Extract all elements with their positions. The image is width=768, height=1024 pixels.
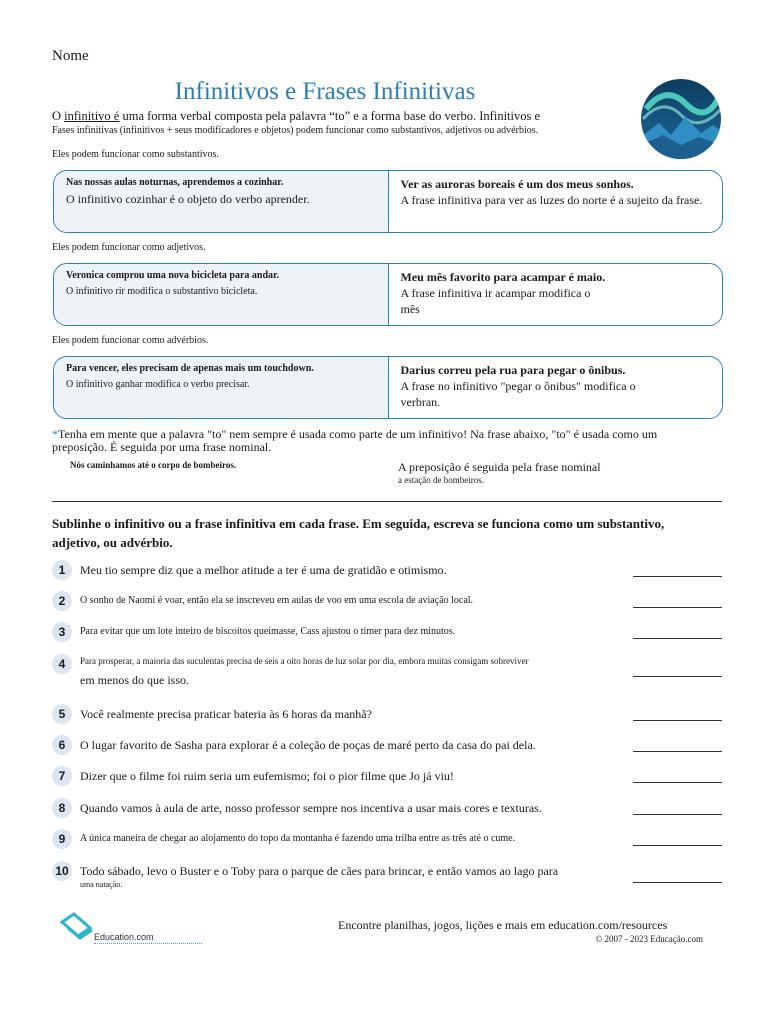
section-label-nouns: Eles podem funcionar como substantivos.: [52, 149, 219, 160]
question-item: [52, 735, 722, 763]
question-text-continued: em menos do que isso.: [80, 673, 189, 687]
answer-line[interactable]: [633, 814, 722, 815]
question-number: 4: [52, 654, 72, 674]
question-item: [52, 829, 722, 857]
intro-text: O: [52, 109, 65, 123]
example-explanation: O infinitivo rir modifica o substantivo bicicleta.: [66, 286, 258, 297]
answer-line[interactable]: [633, 751, 722, 752]
question-text: Você realmente precisa praticar bateria às 6 horas da manhã?: [80, 707, 372, 721]
example-explanation: O infinitivo ganhar modifica o verbo precisar.: [66, 379, 250, 390]
instructions: Sublinhe o infinitivo ou a frase infinitiva em cada frase. Em seguida, escreva se funciona como um substantivo, adjetivo, ou advérbio.: [52, 516, 665, 550]
question-number: 2: [52, 591, 72, 611]
example-explanation: A frase no infinitivo "pegar o ônibus" modifica o verbran.: [400, 379, 636, 409]
question-text: Para prosperar, a maioria das suculentas precisa de seis a oito horas de luz solar por dia, embora muitas consigam sobreviver: [80, 656, 529, 666]
example-right: [389, 357, 723, 418]
example-right: [389, 264, 723, 325]
page-title: Infinitivos e Frases Infinitivas: [174, 78, 476, 105]
note-line-1: Tenha em mente que a palavra "to" nem sempre é usada como parte de um infinitivo! Na frase abaixo, "to" é usada como um: [58, 427, 658, 441]
question-text: O sonho de Naomi é voar, então ela se inscreveu em aulas de voo em uma escola de aviação local.: [80, 595, 474, 606]
question-number: 9: [52, 829, 72, 849]
intro-line-1: [52, 109, 540, 124]
answer-line[interactable]: [633, 576, 722, 577]
note-example-explanation-2: a estação de bombeiros.: [398, 475, 484, 485]
name-label: Nome: [52, 48, 89, 64]
example-left: [54, 357, 389, 418]
example-sentence: Nas nossas aulas noturnas, aprendemos a cozinhar.: [66, 177, 284, 188]
example-sentence: Darius correu pela rua para pegar o ônibus.: [400, 363, 626, 377]
example-sentence: Para vencer, eles precisam de apenas mais um touchdown.: [66, 363, 314, 374]
answer-line[interactable]: [633, 782, 722, 783]
footer-tagline: Encontre planilhas, jogos, lições e mais em education.com/resources: [338, 918, 668, 932]
question-text: Quando vamos à aula de arte, nosso professor sempre nos incentiva a usar mais cores e texturas.: [80, 801, 542, 815]
question-text: Dizer que o filme foi ruim seria um eufemismo; foi o pior filme que Jo já viu!: [80, 769, 454, 783]
brand-name: Education.com: [94, 932, 154, 942]
aurora-illustration-icon: [641, 79, 721, 159]
example-left: [54, 171, 389, 232]
section-divider: [52, 501, 722, 502]
section-label-adverbs: Eles podem funcionar como advérbios.: [52, 335, 209, 346]
example-explanation: A frase infinitiva ir acampar modifica o mês: [400, 286, 591, 316]
example-left: [54, 264, 389, 325]
question-item: [52, 861, 722, 897]
brand-underline: [94, 943, 202, 944]
question-text: O lugar favorito de Sasha para explorar é a coleção de poças de maré perto da casa do pai dela.: [80, 738, 536, 752]
example-explanation: A frase infinitiva para ver as luzes do norte é a sujeito da frase.: [400, 193, 703, 207]
example-sentence: Meu mês favorito para acampar é maio.: [400, 270, 606, 284]
question-item: [52, 591, 722, 619]
question-item: [52, 560, 722, 588]
note-example-sentence: Nós caminhamos até o corpo de bombeiros.: [70, 460, 237, 470]
question-number: 8: [52, 798, 72, 818]
question-number: 5: [52, 704, 72, 724]
question-text: Meu tio sempre diz que a melhor atitude a ter é uma de gratidão e otimismo.: [80, 563, 447, 577]
answer-line[interactable]: [633, 676, 722, 677]
question-text: A única maneira de chegar ao alojamento do topo da montanha é fazendo uma trilha entre as três até o cume.: [80, 833, 516, 844]
example-sentence: Ver as auroras boreais é um dos meus sonhos.: [400, 177, 634, 191]
question-item: [52, 766, 722, 794]
question-item: [52, 622, 722, 650]
question-text: Para evitar que um lote inteiro de biscoitos queimasse, Cass ajustou o timer para dez minutos.: [80, 626, 456, 637]
note-example-explanation-1: A preposição é seguida pela frase nominal: [398, 460, 601, 474]
answer-line[interactable]: [633, 720, 722, 721]
question-item: [52, 654, 722, 692]
example-explanation: O infinitivo cozinhar é o objeto do verbo aprender.: [66, 192, 310, 206]
note-line-2: preposição. É seguida por uma frase nominal.: [52, 440, 272, 454]
example-box-adjectives: [53, 263, 723, 326]
intro-term: infinitivo é: [64, 109, 120, 123]
answer-line[interactable]: [633, 882, 722, 883]
example-right: [389, 171, 723, 232]
example-box-adverbs: [53, 356, 723, 419]
note-text: [52, 428, 732, 454]
question-number: 6: [52, 735, 72, 755]
note-star: *: [52, 427, 58, 441]
question-text: Todo sábado, levo o Buster e o Toby para o parque de cães para brincar, e então vamos ao lago para: [80, 864, 559, 878]
question-number: 1: [52, 560, 72, 580]
section-label-adjectives: Eles podem funcionar como adjetivos.: [52, 242, 206, 253]
question-number: 10: [52, 861, 72, 881]
example-box-nouns: [53, 170, 723, 233]
intro-line-2: Fases infinitivas (infinitivos + seus modificadores e objetos) podem funcionar como substantivos, adjetivos ou advérbios.: [52, 125, 539, 136]
question-item: [52, 704, 722, 732]
answer-line[interactable]: [633, 607, 722, 608]
footer-copyright: © 2007 - 2023 Educação.com: [595, 934, 703, 944]
question-number: 3: [52, 622, 72, 642]
answer-line[interactable]: [633, 638, 722, 639]
question-number: 7: [52, 766, 72, 786]
example-sentence: Veronica comprou uma nova bicicleta para andar.: [66, 270, 280, 281]
question-item: [52, 798, 722, 826]
answer-line[interactable]: [633, 845, 722, 846]
question-text-continued: uma natação.: [80, 880, 123, 889]
intro-text: uma forma verbal composta pela palavra “to” e a forma base do verbo. Infinitivos e: [119, 109, 541, 123]
